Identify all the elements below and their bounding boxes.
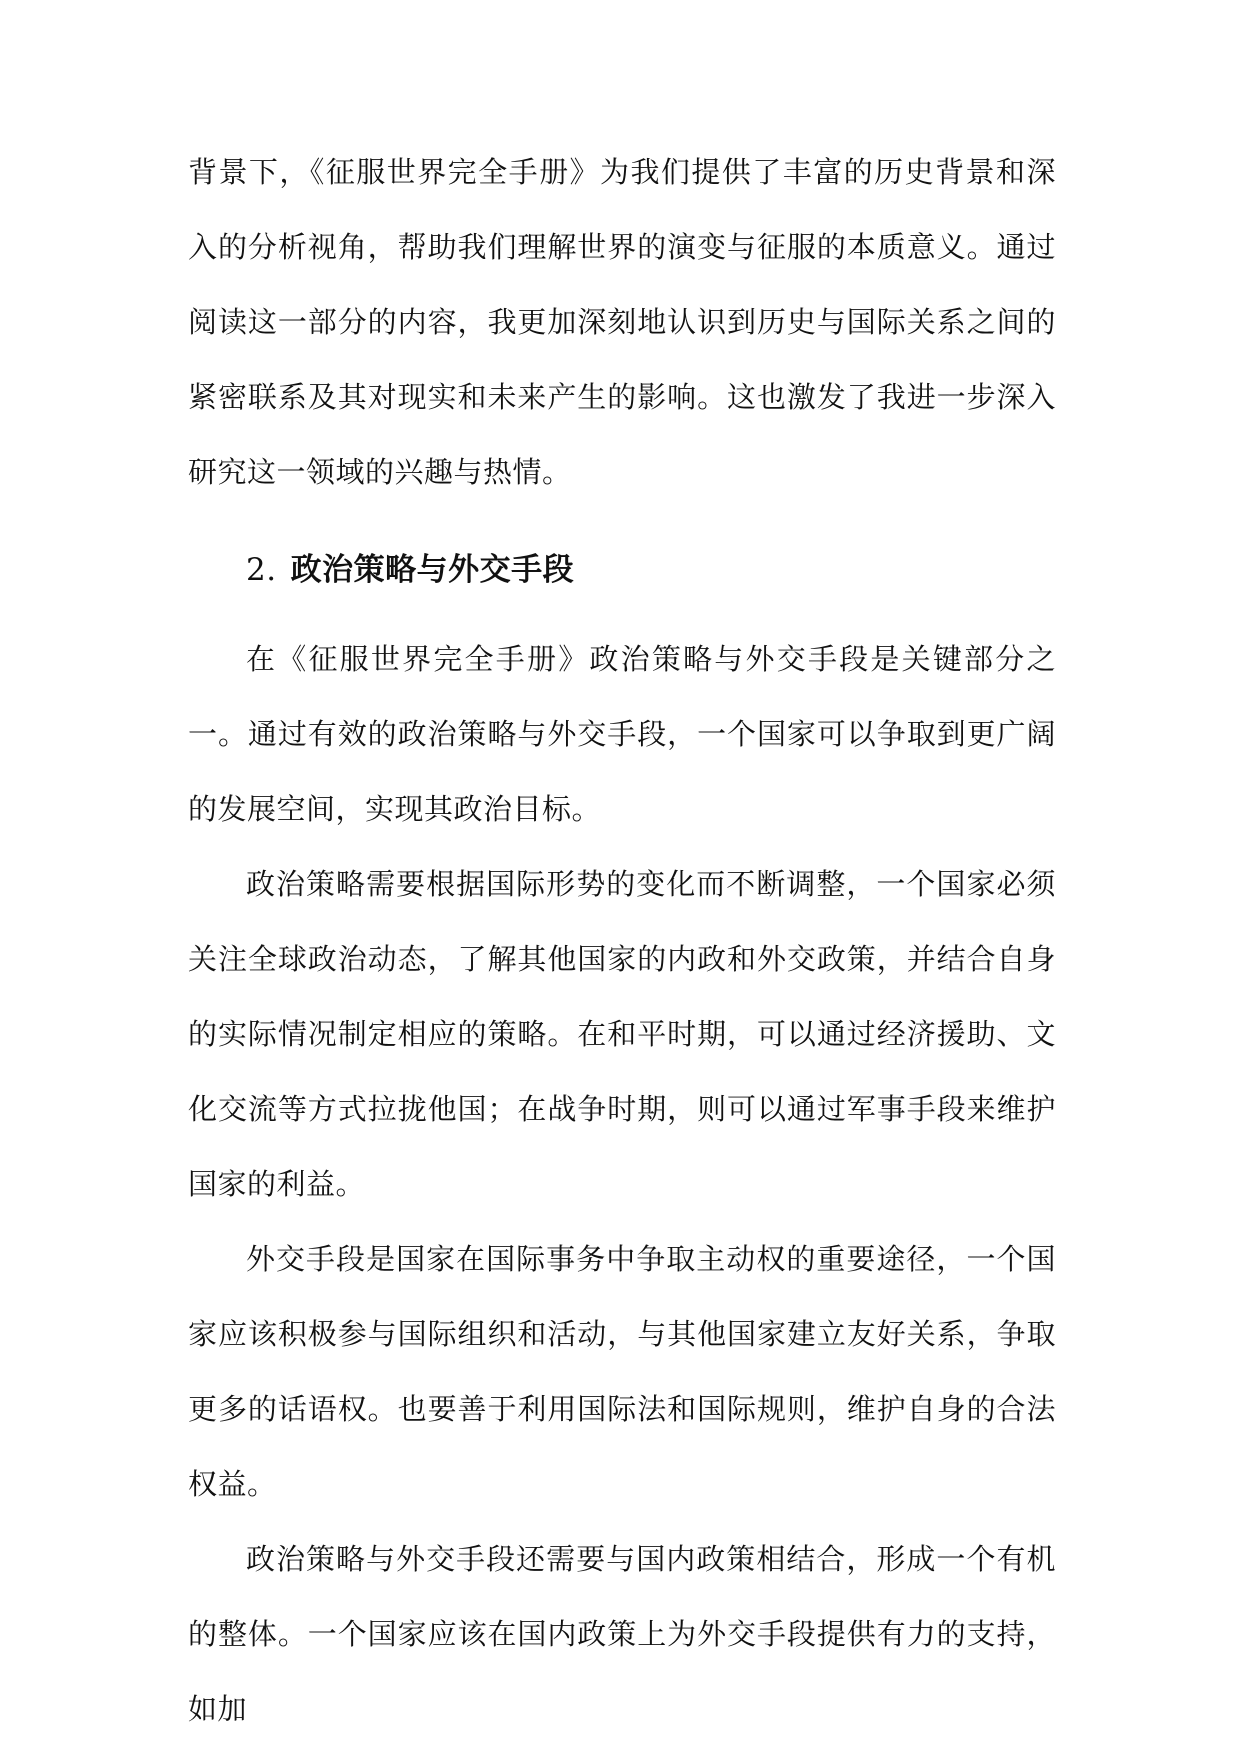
document-page <box>188 135 1056 1747</box>
body-paragraph-2: 政治策略需要根据国际形势的变化而不断调整，一个国家必须关注全球政治动态，了解其他国家的内政和外交政策，并结合自身的实际情况制定相应的策略。在和平时期，可以通过经济援助、文化交流等方式拉拢他国；在战争时期，则可以通过军事手段来维护国家的利益。 <box>188 867 1056 1201</box>
body-paragraph-3: 外交手段是国家在国际事务中争取主动权的重要途径，一个国家应该积极参与国际组织和活动，与其他国家建立友好关系，争取更多的话语权。也要善于利用国际法和国际规则，维护自身的合法权益。 <box>188 1242 1056 1501</box>
intro-paragraph: 背景下，《征服世界完全手册》为我们提供了丰富的历史背景和深入的分析视角，帮助我们理解世界的演变与征服的本质意义。通过阅读这一部分的内容，我更加深刻地认识到历史与国际关系之间的紧密联系及其对现实和未来产生的影响。这也激发了我进一步深入研究这一领域的兴趣与热情。 <box>188 155 1056 489</box>
section-number: 2. <box>246 552 277 588</box>
section-heading <box>188 540 1056 600</box>
body-paragraph-4: 政治策略与外交手段还需要与国内政策相结合，形成一个有机的整体。一个国家应该在国内政策上为外交手段提供有力的支持，如加 <box>188 1542 1056 1726</box>
section-title: 政治策略与外交手段 <box>290 552 575 588</box>
body-paragraph-1: 在《征服世界完全手册》政治策略与外交手段是关键部分之一。通过有效的政治策略与外交手段，一个国家可以争取到更广阔的发展空间，实现其政治目标。 <box>188 642 1056 826</box>
